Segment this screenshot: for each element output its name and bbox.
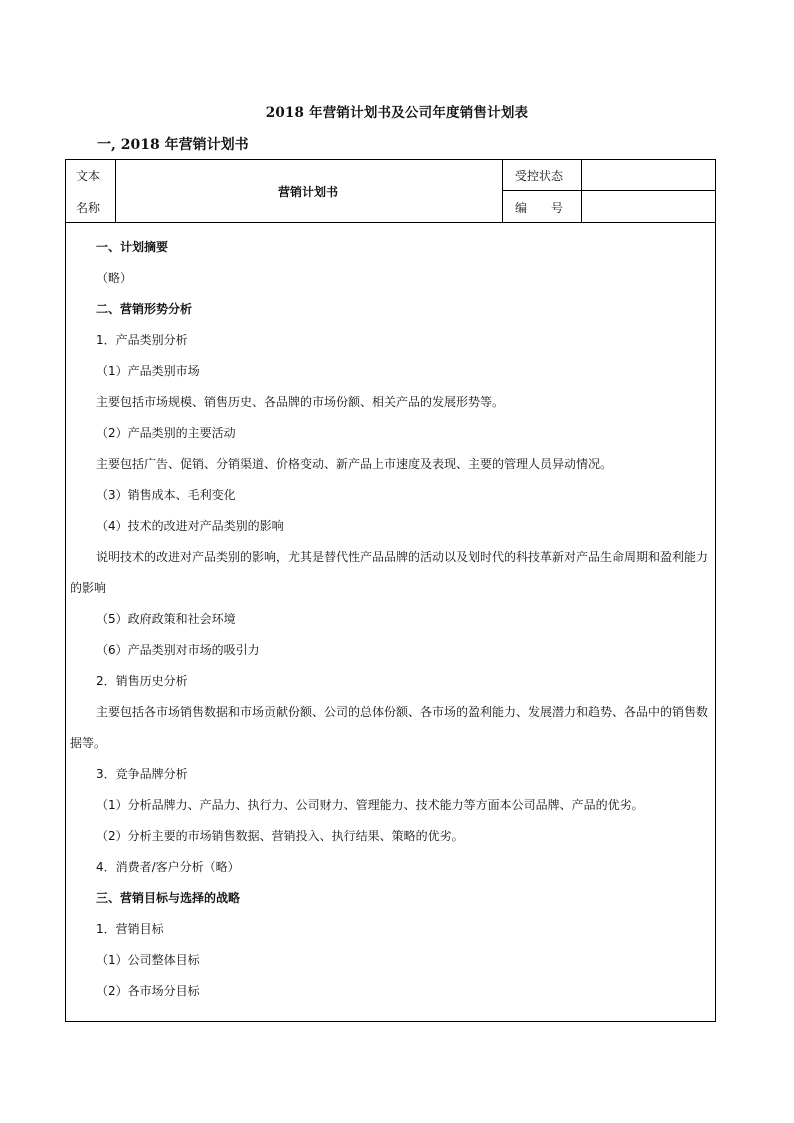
paragraph: （4）技术的改进对产品类别的影响: [96, 519, 284, 533]
paragraph: 3．竞争品牌分析: [96, 767, 188, 781]
paragraph: （1）分析品牌力、产品力、执行力、公司财力、管理能力、技术能力等方面本公司品牌、产品的优劣。: [96, 798, 644, 812]
doc-label-line2: 名称: [76, 201, 101, 215]
doc-label-line1: 文本: [76, 169, 101, 183]
paragraph: 主要包括广告、促销、分销渠道、价格变动、新产品上市速度及表现、主要的管理人员异动情况。: [96, 457, 613, 471]
section-heading: 一, 2018 年营销计划书: [97, 137, 249, 153]
paragraph: （3）销售成本、毛利变化: [96, 488, 236, 502]
header-middle-rule: [502, 190, 716, 191]
section-heading-item: 二、营销形势分析: [96, 302, 193, 316]
paragraph: （6）产品类别对市场的吸引力: [96, 643, 260, 657]
number-label: 编 号: [515, 201, 564, 215]
paragraph: （5）政府政策和社会环境: [96, 612, 236, 626]
header-bottom-rule: [65, 222, 716, 223]
paragraph: 1．营销目标: [96, 922, 164, 936]
paragraph: （2）产品类别的主要活动: [96, 426, 236, 440]
label-column-rule: [115, 159, 116, 222]
paragraph: 1．产品类别分析: [96, 333, 188, 347]
section-heading-item: 三、营销目标与选择的战略: [96, 891, 241, 905]
control-status-label: 受控状态: [515, 169, 564, 183]
doc-name-value: 营销计划书: [278, 185, 339, 199]
paragraph: 4．消费者/客户分析（略）: [96, 860, 240, 874]
paragraph: （略）: [96, 271, 133, 285]
plan-body: [70, 232, 710, 1007]
paragraph: 主要包括市场规模、销售历史、各品牌的市场份额、相关产品的发展形势等。: [96, 395, 505, 409]
document-title: 2018 年营销计划书及公司年度销售计划表: [265, 105, 529, 121]
section-heading-item: 一、计划摘要: [96, 240, 169, 254]
paragraph: 说明技术的改进对产品类别的影响，尤其是替代性产品品牌的活动以及划时代的科技革新对产品生命周期和盈利能力的影响: [70, 550, 709, 595]
paragraph: （1）公司整体目标: [96, 953, 200, 967]
paragraph: （1）产品类别市场: [96, 364, 200, 378]
paragraph: 主要包括各市场销售数据和市场贡献份额、公司的总体份额、各市场的盈利能力、发展潜力和趋势、各品中的销售数据等。: [70, 705, 709, 750]
paragraph: 2．销售历史分析: [96, 674, 188, 688]
status-column-rule: [581, 159, 582, 222]
paragraph: （2）各市场分目标: [96, 984, 200, 998]
paragraph: （2）分析主要的市场销售数据、营销投入、执行结果、策略的优劣。: [96, 829, 464, 843]
name-column-rule: [502, 159, 503, 222]
